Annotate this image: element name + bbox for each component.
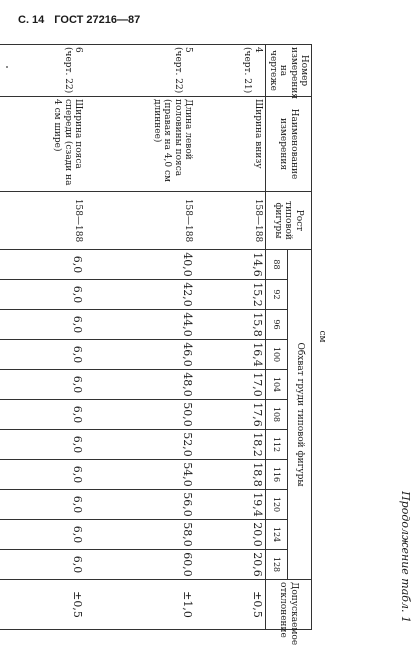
row-dev: ±0,5 [0, 580, 85, 630]
row-height: 158—188 [0, 192, 85, 250]
row-value: 6,0 [0, 340, 85, 370]
row-value: 42,0 [85, 280, 195, 310]
row-value: 6,0 [0, 250, 85, 280]
row-ref: (черт. 21) [242, 47, 253, 94]
row-value: 60,0 [85, 550, 195, 580]
page-header [18, 14, 198, 32]
row-value: 44,0 [85, 310, 195, 340]
row-num: 4 [252, 47, 263, 53]
size-header: 92 [265, 280, 287, 310]
table-caption: Продолжение табл. 1 [399, 491, 412, 623]
row-value: 6,0 [0, 550, 85, 580]
col-dev-header: Допускаемое отклонение [265, 580, 311, 630]
table-row [85, 45, 195, 630]
row-value: 48,0 [85, 370, 195, 400]
row-value: 6,0 [0, 430, 85, 460]
row-value: 6,0 [0, 460, 85, 490]
row-num-cell [0, 45, 85, 97]
col-name-header: Наименование измерения [265, 97, 311, 192]
size-header: 116 [265, 460, 287, 490]
size-header: 112 [265, 430, 287, 460]
row-num-cell [195, 45, 265, 97]
row-value: 14,6 [195, 250, 265, 280]
row-num: 5 [183, 47, 194, 53]
size-header: 104 [265, 370, 287, 400]
row-num: 6 [73, 47, 84, 53]
table-row [195, 45, 265, 630]
size-header: 88 [265, 250, 287, 280]
row-value: 52,0 [85, 430, 195, 460]
size-header: 96 [265, 310, 287, 340]
row-value: 16,4 [195, 340, 265, 370]
row-ref: (черт. 22) [172, 47, 183, 94]
row-ref: (черт. 22) [62, 47, 73, 94]
row-value: 58,0 [85, 520, 195, 550]
standard-code: ГОСТ 27216—87 [54, 14, 141, 26]
row-value: 15,8 [195, 310, 265, 340]
table-row [0, 45, 85, 630]
row-height: 158—188 [85, 192, 195, 250]
row-height: 158—188 [195, 192, 265, 250]
row-value: 54,0 [85, 460, 195, 490]
row-value: 20,0 [195, 520, 265, 550]
row-value: 6,0 [0, 400, 85, 430]
page-number: С. 14 [18, 14, 45, 26]
row-name: Ширина внизу [195, 97, 265, 192]
row-value: 50,0 [85, 400, 195, 430]
row-name: Ширина пояса спереди (сзади на 4 см шире) [0, 97, 85, 192]
row-value: 15,2 [195, 280, 265, 310]
row-value: 46,0 [85, 340, 195, 370]
row-value: 6,0 [0, 370, 85, 400]
size-table [0, 44, 312, 645]
size-header: 100 [265, 340, 287, 370]
col-group-header: Обхват груди типовой фигуры [287, 250, 311, 580]
row-value: 17,0 [195, 370, 265, 400]
rotated-table-page [12, 44, 412, 645]
row-value: 6,0 [0, 310, 85, 340]
row-value: 6,0 [0, 520, 85, 550]
size-header: 108 [265, 400, 287, 430]
row-num-cell [85, 45, 195, 97]
row-value: 6,0 [0, 490, 85, 520]
row-value: 20,6 [195, 550, 265, 580]
row-value: 6,0 [0, 280, 85, 310]
row-value: 18,8 [195, 460, 265, 490]
size-header: 128 [265, 550, 287, 580]
row-value: 18,2 [195, 430, 265, 460]
row-value: 19,4 [195, 490, 265, 520]
size-header: 120 [265, 490, 287, 520]
unit-label: см [317, 330, 327, 343]
size-header: 124 [265, 520, 287, 550]
row-dev: ±1,0 [85, 580, 195, 630]
col-num-header: Номер измерения на чертеже [265, 45, 311, 97]
row-value: 56,0 [85, 490, 195, 520]
row-value: 17,6 [195, 400, 265, 430]
row-dev: ±0,5 [195, 580, 265, 630]
row-value: 40,0 [85, 250, 195, 280]
col-height-header: Рост типовой фигуры [265, 192, 311, 250]
row-name: Длина левой половины пояса (правая на 4,0 см длиннее) [85, 97, 195, 192]
